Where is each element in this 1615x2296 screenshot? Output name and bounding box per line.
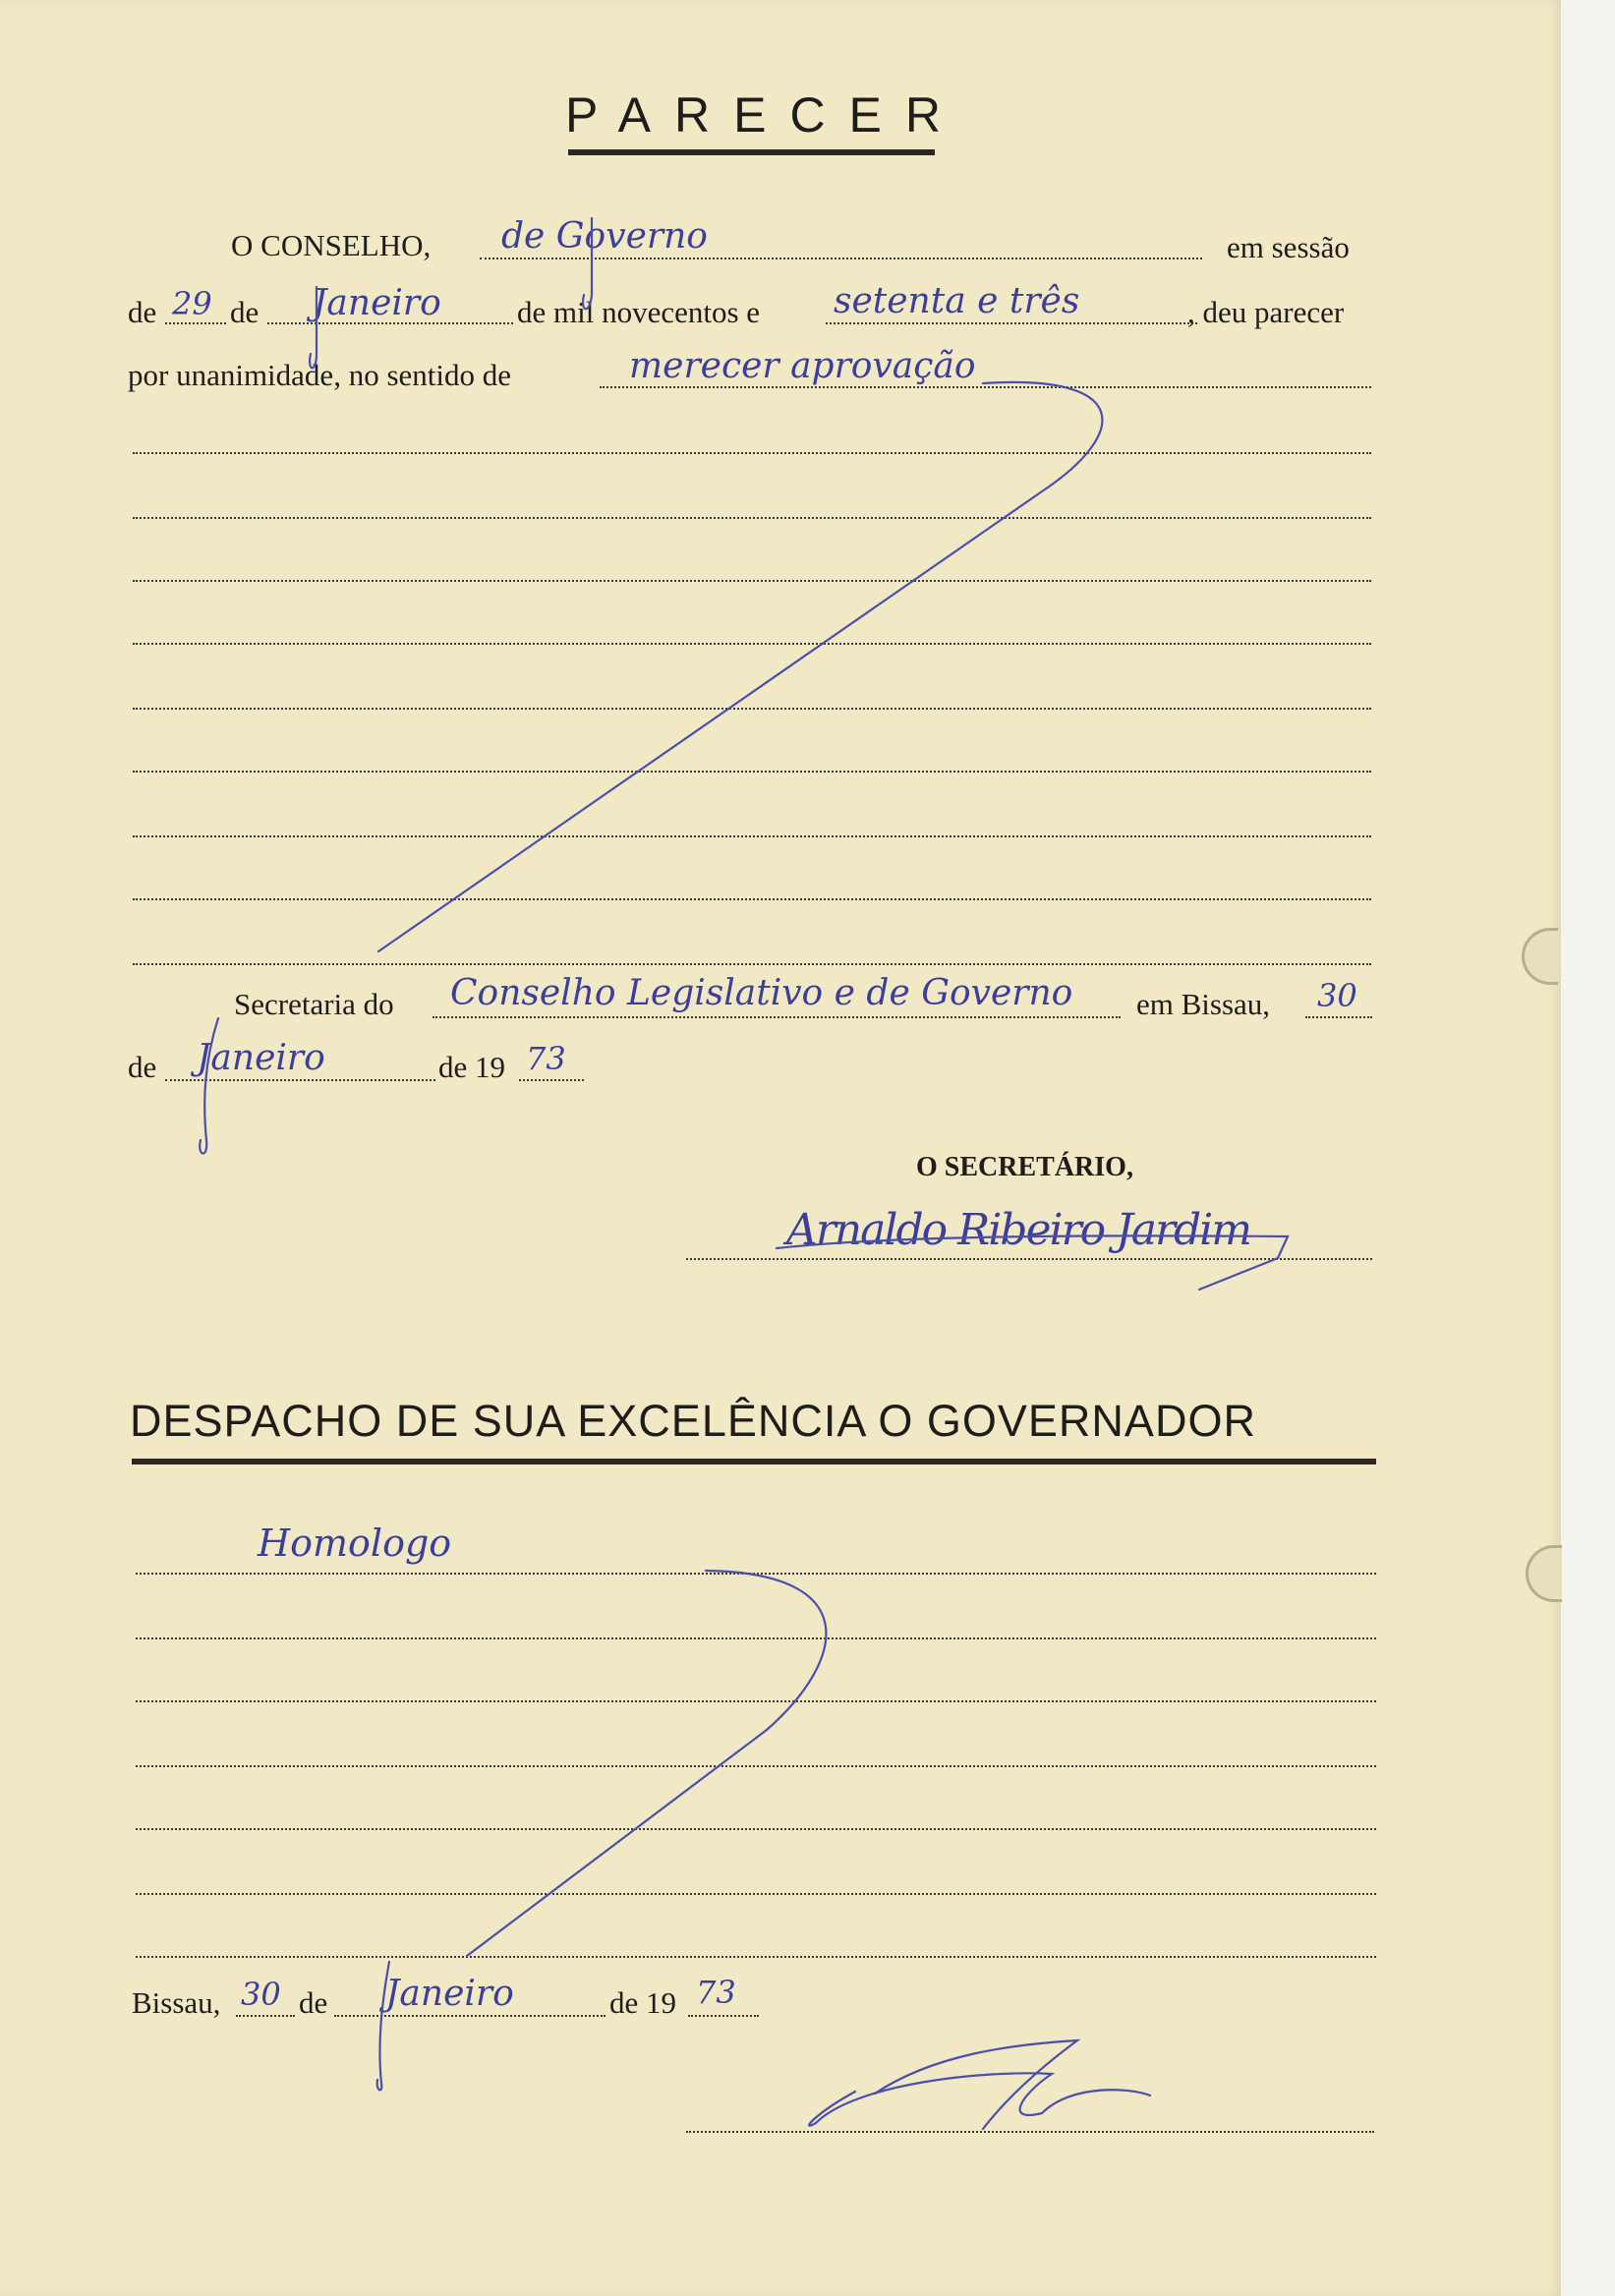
session-year-handwritten: setenta e três [834,281,1080,321]
secretaria-day-handwritten: 30 [1317,977,1357,1014]
session-mid-label: de mil novecentos e [517,295,761,329]
secretaria-year-handwritten: 73 [526,1040,566,1077]
em-sessao-label: em sessão [1227,230,1350,264]
secretaria-de-label: de [128,1050,157,1084]
despacho-title: DESPACHO DE SUA EXCELÊNCIA O GOVERNADOR [130,1396,1256,1446]
parecer-cancel-stroke [378,382,1102,951]
secretario-label: O SECRETÁRIO, [916,1152,1133,1182]
conselho-label: O CONSELHO, [231,228,432,262]
despacho-cancel-stroke [467,1571,826,1956]
despacho-year-handwritten: 73 [696,1974,736,2011]
secretario-signature: Arnaldo Ribeiro Jardim [786,1205,1250,1255]
secretaria-year-label: de 19 [438,1050,506,1084]
governor-signature-flourish [809,2073,1150,2125]
em-bissau-label: em Bissau, [1136,987,1271,1021]
despacho-year-label: de 19 [609,1985,677,2020]
secretaria-month-handwritten: Janeiro [197,1038,325,1078]
session-month-handwritten: Janeiro [313,283,441,323]
deu-parecer-label: , deu parecer [1187,295,1345,329]
despacho-handwritten: Homologo [258,1521,452,1565]
secretario-flourish [777,1235,1288,1290]
despacho-bissau-label: Bissau, [132,1985,221,2020]
secretaria-handwritten: Conselho Legislativo e de Governo [450,973,1073,1013]
session-day-handwritten: 29 [172,285,212,322]
sentido-label: por unanimidade, no sentido de [128,358,511,392]
month-j-stroke [310,287,317,368]
secretaria-j-stroke [200,1018,218,1154]
sentido-handwritten: merecer aprovação [629,346,976,386]
session-de-label: de [128,295,157,329]
secretaria-label: Secretaria do [234,987,394,1021]
session-de2-label: de [230,295,260,329]
parecer-title: PARECER [565,87,965,143]
despacho-de-label: de [299,1985,328,2020]
conselho-g-stroke [583,218,592,309]
despacho-day-handwritten: 30 [241,1976,281,2013]
despacho-j-stroke [377,1962,389,2090]
conselho-handwritten: de Governo [501,216,708,257]
despacho-month-handwritten: Janeiro [385,1974,514,2014]
